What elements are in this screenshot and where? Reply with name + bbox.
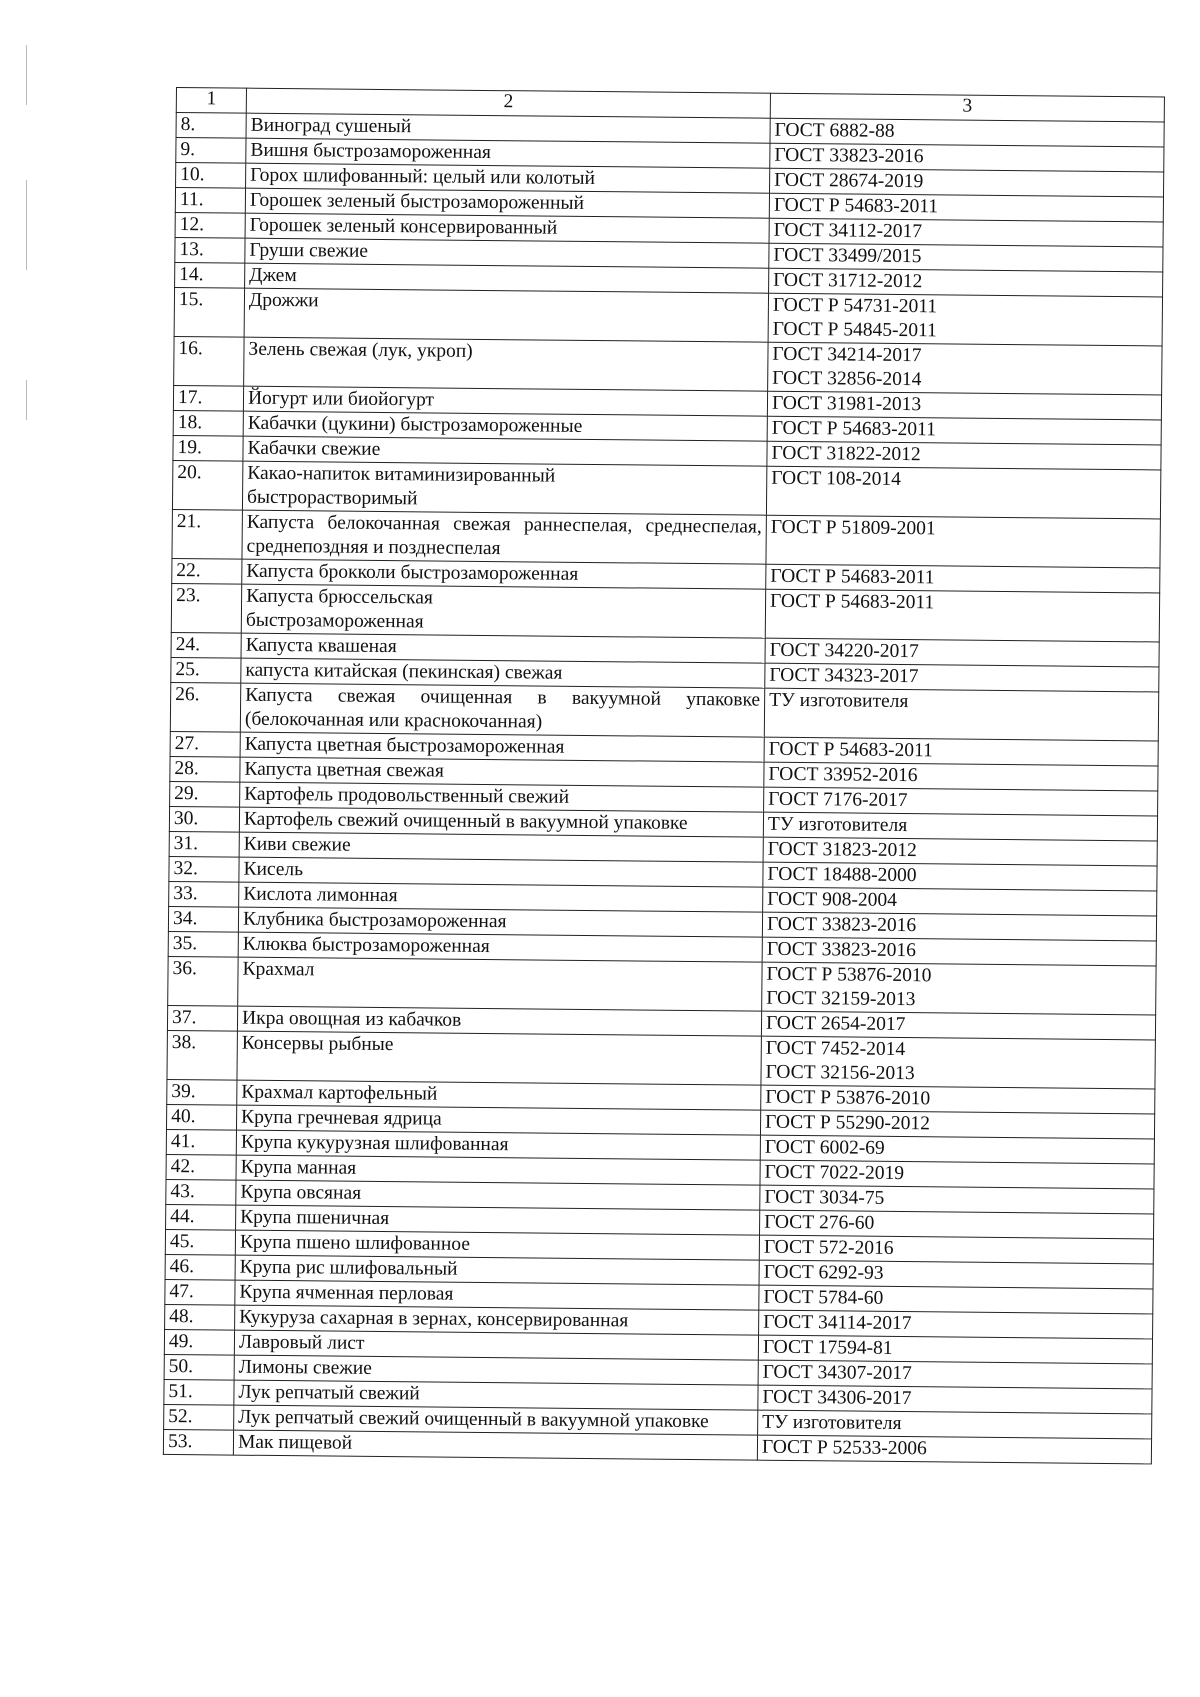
scan-mark bbox=[26, 180, 27, 270]
row-number: 46. bbox=[165, 1254, 235, 1280]
standard-code: ГОСТ Р 54845-2011 bbox=[772, 318, 937, 342]
product-name: Крупа кукурузная шлифованная bbox=[240, 1131, 509, 1156]
standard-code: ГОСТ 108-2014 bbox=[771, 467, 902, 490]
product-name: Капуста брокколи быстрозамороженная bbox=[246, 560, 579, 585]
row-number: 47. bbox=[165, 1279, 235, 1305]
row-number: 20. bbox=[172, 460, 242, 510]
scan-mark bbox=[26, 45, 27, 105]
product-name: Йогурт или биойогурт bbox=[247, 387, 435, 411]
standard-cell bbox=[768, 293, 1162, 346]
standard-code: ГОСТ 33499/2015 bbox=[773, 244, 922, 268]
standard-code: ГОСТ 33823-2016 bbox=[766, 913, 917, 937]
standard-code: ГОСТ 18488-2000 bbox=[767, 863, 917, 887]
standard-code: ГОСТ Р 54683-2011 bbox=[773, 194, 939, 218]
row-number: 18. bbox=[173, 410, 243, 436]
standard-cell bbox=[766, 515, 1160, 568]
row-number: 33. bbox=[169, 881, 239, 907]
product-name-cell bbox=[238, 957, 762, 1011]
product-name: Вишня быстрозамороженная bbox=[250, 139, 492, 164]
standard-code: ГОСТ 7176-2017 bbox=[768, 788, 908, 812]
standard-code: ГОСТ 31822-2012 bbox=[771, 442, 921, 466]
standard-cell bbox=[765, 638, 1159, 667]
standard-cell bbox=[765, 663, 1159, 692]
product-name: Крупа гречневая ядрица bbox=[241, 1106, 442, 1130]
standard-cell bbox=[760, 1160, 1154, 1189]
product-name: Кабачки (цукини) быстрозамороженные bbox=[247, 412, 583, 437]
standard-cell bbox=[770, 118, 1164, 147]
standard-cell bbox=[764, 787, 1158, 816]
row-number: 17. bbox=[173, 385, 243, 411]
product-name: Икра овощная из кабачков bbox=[241, 1007, 462, 1031]
table-row bbox=[172, 460, 1160, 518]
product-name-cell bbox=[244, 288, 768, 342]
row-number: 37. bbox=[167, 1005, 237, 1031]
standard-code: ГОСТ 34112-2017 bbox=[773, 219, 923, 243]
row-number: 30. bbox=[169, 806, 239, 832]
standard-cell bbox=[760, 1135, 1154, 1164]
product-name: Киви свежие bbox=[243, 833, 351, 856]
standard-code: ГОСТ 33823-2016 bbox=[774, 144, 924, 168]
row-number: 19. bbox=[173, 435, 243, 461]
product-name: Лимоны свежие bbox=[238, 1356, 372, 1379]
standard-code: ГОСТ 572-2016 bbox=[763, 1236, 894, 1259]
product-name: Кабачки свежие bbox=[247, 437, 381, 460]
standard-code: ГОСТ 28674-2019 bbox=[774, 169, 924, 193]
standard-code: ГОСТ 31823-2012 bbox=[767, 838, 917, 862]
row-number: 26. bbox=[170, 682, 240, 732]
row-number: 12. bbox=[175, 212, 245, 238]
standards-table-wrapper bbox=[163, 87, 1164, 1464]
standard-code: ГОСТ Р 54683-2011 bbox=[770, 565, 935, 589]
row-number: 36. bbox=[168, 956, 238, 1006]
standard-cell bbox=[758, 1335, 1152, 1364]
standard-code: ТУ изготовителя bbox=[767, 813, 908, 837]
standard-code: ГОСТ Р 52533-2006 bbox=[761, 1436, 927, 1460]
row-number: 43. bbox=[166, 1179, 236, 1205]
standard-cell bbox=[769, 218, 1163, 247]
standard-code: ГОСТ Р 54683-2011 bbox=[769, 590, 935, 614]
standard-cell bbox=[770, 168, 1164, 197]
product-name-cell bbox=[240, 683, 764, 737]
standard-cell bbox=[759, 1310, 1153, 1339]
product-name: Горох шлифованный: целый или колотый bbox=[250, 164, 596, 190]
row-number: 42. bbox=[166, 1154, 236, 1180]
standard-code: ГОСТ 34323-2017 bbox=[769, 664, 919, 688]
standard-cell bbox=[762, 937, 1156, 966]
product-name: быстрозамороженная bbox=[245, 609, 424, 633]
product-name: Мак пищевой bbox=[237, 1431, 353, 1454]
standard-code: ГОСТ 31981-2013 bbox=[771, 392, 922, 416]
standard-code: ГОСТ 6882-88 bbox=[774, 119, 895, 142]
row-number: 25. bbox=[171, 657, 241, 683]
standard-code: ГОСТ 2654-2017 bbox=[765, 1012, 906, 1036]
standard-cell bbox=[758, 1385, 1152, 1414]
standard-cell bbox=[767, 441, 1161, 470]
product-name-cell bbox=[233, 1430, 757, 1460]
row-number: 11. bbox=[175, 188, 245, 214]
standard-code: ГОСТ 3034-75 bbox=[764, 1186, 885, 1209]
header-col-number: 1 bbox=[176, 88, 246, 114]
standard-cell bbox=[762, 962, 1156, 1015]
standard-code: ГОСТ 34114-2017 bbox=[763, 1311, 912, 1335]
product-name-cell bbox=[242, 510, 766, 564]
standard-cell bbox=[767, 391, 1161, 420]
row-number: 9. bbox=[176, 138, 246, 164]
standard-code: ГОСТ Р 53876-2010 bbox=[765, 1086, 931, 1110]
product-name: Зелень свежая (лук, укроп) bbox=[248, 338, 473, 362]
standard-cell bbox=[761, 1085, 1155, 1114]
standard-code: ГОСТ 6292-93 bbox=[763, 1261, 884, 1284]
product-name: Дрожжи bbox=[248, 289, 319, 312]
row-number: 27. bbox=[170, 731, 240, 757]
row-number: 10. bbox=[176, 163, 246, 189]
standard-cell bbox=[760, 1185, 1154, 1214]
product-name: Кукуруза сахарная в зернах, консервированная bbox=[239, 1306, 629, 1332]
standard-cell bbox=[766, 564, 1160, 593]
row-number: 16. bbox=[174, 336, 244, 386]
product-name-cell bbox=[241, 584, 765, 638]
row-number: 51. bbox=[164, 1379, 234, 1405]
product-name: Кисель bbox=[243, 858, 304, 881]
standard-cell bbox=[769, 268, 1163, 297]
standard-cell bbox=[764, 737, 1158, 766]
product-name: Капуста свежая очищенная в вакуумной упаковке (белокочанная или краснокочанная) bbox=[244, 684, 761, 733]
scan-mark bbox=[26, 380, 27, 420]
standard-code: ГОСТ 34220-2017 bbox=[769, 639, 919, 663]
product-name: Капуста цветная свежая bbox=[244, 758, 444, 782]
standard-code: ГОСТ 33823-2016 bbox=[766, 938, 917, 962]
product-name: Консервы рыбные bbox=[241, 1032, 394, 1056]
product-name: Клубника быстрозамороженная bbox=[242, 908, 507, 933]
row-number: 8. bbox=[176, 113, 246, 139]
standard-cell bbox=[761, 1036, 1155, 1089]
product-name: Крахмал bbox=[242, 958, 315, 981]
standard-cell bbox=[763, 837, 1157, 866]
table-row bbox=[171, 583, 1159, 641]
standard-code: ГОСТ 32156-2013 bbox=[765, 1061, 915, 1085]
standard-cell bbox=[763, 887, 1157, 916]
product-name: Капуста квашеная bbox=[245, 634, 397, 658]
product-name: Крахмал картофельный bbox=[241, 1081, 438, 1105]
row-number: 48. bbox=[165, 1304, 235, 1330]
standard-code: ГОСТ 17594-81 bbox=[762, 1336, 893, 1359]
row-number: 13. bbox=[175, 237, 245, 263]
product-name: Джем bbox=[249, 264, 297, 287]
standard-code: ГОСТ 32856-2014 bbox=[772, 367, 922, 391]
standard-code: ГОСТ 908-2004 bbox=[767, 888, 897, 911]
product-name: Какао-напиток витаминизированный bbox=[247, 462, 556, 487]
product-name: Лук репчатый свежий очищенный в вакуумной упаковке bbox=[238, 1406, 709, 1433]
product-name-cell bbox=[237, 1031, 761, 1085]
standard-code: ТУ изготовителя bbox=[769, 689, 909, 713]
row-number: 32. bbox=[169, 856, 239, 882]
standard-code: ГОСТ 7452-2014 bbox=[765, 1037, 906, 1061]
product-name: Крупа рис шлифовальный bbox=[239, 1256, 458, 1280]
row-number: 29. bbox=[170, 781, 240, 807]
row-number: 34. bbox=[168, 906, 238, 932]
standard-code: ГОСТ 32159-2013 bbox=[766, 987, 916, 1011]
row-number: 53. bbox=[163, 1429, 233, 1455]
standard-code: ГОСТ 34306-2017 bbox=[762, 1386, 912, 1410]
row-number: 50. bbox=[164, 1354, 234, 1380]
standard-cell bbox=[767, 416, 1161, 445]
row-number: 14. bbox=[175, 262, 245, 288]
standard-cell bbox=[760, 1110, 1154, 1139]
row-number: 22. bbox=[172, 558, 242, 584]
row-number: 21. bbox=[172, 509, 242, 559]
product-name: Горошек зеленый консервированный bbox=[249, 214, 558, 239]
standard-code: ГОСТ 31712-2012 bbox=[773, 269, 923, 293]
row-number: 28. bbox=[170, 756, 240, 782]
product-name: Крупа пшено шлифованное bbox=[239, 1231, 471, 1255]
standard-code: ГОСТ 276-60 bbox=[764, 1211, 875, 1234]
standards-table bbox=[163, 87, 1165, 1464]
table-body bbox=[163, 113, 1164, 1464]
product-name: Крупа пшеничная bbox=[240, 1206, 390, 1230]
standard-cell bbox=[769, 193, 1163, 222]
product-name: Капуста цветная быстрозамороженная bbox=[244, 733, 565, 758]
standard-cell bbox=[758, 1410, 1152, 1439]
product-name: Крупа овсяная bbox=[240, 1181, 362, 1204]
header-col-standard: 3 bbox=[770, 93, 1164, 122]
standard-code: ГОСТ Р 55290-2012 bbox=[764, 1111, 931, 1135]
standard-cell bbox=[760, 1210, 1154, 1239]
standard-cell bbox=[759, 1285, 1153, 1314]
standard-cell bbox=[766, 466, 1160, 519]
product-name: Кислота лимонная bbox=[243, 883, 398, 907]
product-name: капуста китайская (пекинская) свежая bbox=[245, 659, 563, 684]
standard-code: ГОСТ 34214-2017 bbox=[772, 343, 922, 367]
standard-code: ГОСТ 7022-2019 bbox=[764, 1161, 905, 1185]
product-name: Груши свежие bbox=[249, 239, 369, 262]
standard-code: ГОСТ 33952-2016 bbox=[768, 763, 918, 787]
table-row bbox=[170, 682, 1158, 740]
row-number: 49. bbox=[164, 1329, 234, 1355]
row-number: 31. bbox=[169, 831, 239, 857]
standard-cell bbox=[762, 912, 1156, 941]
standard-code: ГОСТ Р 54683-2011 bbox=[768, 738, 933, 762]
standard-code: ГОСТ 6002-69 bbox=[764, 1136, 885, 1159]
standard-code: ГОСТ Р 51809-2001 bbox=[770, 516, 936, 540]
standard-code: ГОСТ 34307-2017 bbox=[762, 1361, 912, 1385]
product-name: Крупа манная bbox=[240, 1156, 357, 1179]
standard-cell bbox=[764, 688, 1158, 741]
standard-cell bbox=[763, 812, 1157, 841]
standard-cell bbox=[758, 1360, 1152, 1389]
product-name: Горошек зеленый быстрозамороженный bbox=[249, 189, 585, 214]
standard-code: ГОСТ 5784-60 bbox=[763, 1286, 884, 1309]
row-number: 23. bbox=[171, 583, 241, 633]
product-name-cell bbox=[244, 337, 768, 391]
standard-cell bbox=[757, 1435, 1151, 1464]
row-number: 45. bbox=[165, 1229, 235, 1255]
header-col-product: 2 bbox=[246, 88, 770, 118]
standard-code: ТУ изготовителя bbox=[762, 1411, 902, 1435]
table-row bbox=[172, 509, 1160, 567]
product-name: Лавровый лист bbox=[238, 1331, 365, 1354]
standard-code: ГОСТ Р 54683-2011 bbox=[771, 417, 937, 441]
row-number: 40. bbox=[166, 1104, 236, 1130]
product-name: Картофель продовольственный свежий bbox=[244, 783, 570, 808]
row-number: 39. bbox=[167, 1079, 237, 1105]
standard-code: ГОСТ Р 54731-2011 bbox=[772, 294, 938, 318]
row-number: 44. bbox=[166, 1204, 236, 1230]
standard-cell bbox=[761, 1011, 1155, 1040]
row-number: 15. bbox=[174, 287, 244, 337]
standard-cell bbox=[770, 143, 1164, 172]
product-name: Капуста белокочанная свежая раннеспелая, среднеспелая, среднепоздняя и позднеспелая bbox=[246, 511, 762, 560]
product-name: Картофель свежий очищенный в вакуумной упаковке bbox=[243, 808, 688, 834]
row-number: 38. bbox=[167, 1030, 237, 1080]
standard-cell bbox=[759, 1260, 1153, 1289]
row-number: 41. bbox=[166, 1129, 236, 1155]
row-number: 52. bbox=[164, 1404, 234, 1430]
standard-cell bbox=[759, 1235, 1153, 1264]
product-name: быстрорастворимый bbox=[246, 486, 418, 510]
standard-cell bbox=[764, 762, 1158, 791]
product-name: Капуста брюссельская bbox=[246, 585, 434, 609]
standard-cell bbox=[765, 589, 1159, 642]
standard-cell bbox=[768, 342, 1162, 395]
product-name: Крупа ячменная перловая bbox=[239, 1281, 454, 1305]
standard-cell bbox=[769, 243, 1163, 272]
row-number: 24. bbox=[171, 632, 241, 658]
row-number: 35. bbox=[168, 931, 238, 957]
product-name: Лук репчатый свежий bbox=[238, 1381, 420, 1405]
standard-code: ГОСТ Р 53876-2010 bbox=[766, 963, 932, 987]
product-name-cell bbox=[242, 461, 766, 515]
standard-cell bbox=[763, 862, 1157, 891]
product-name: Виноград сушеный bbox=[250, 114, 412, 138]
product-name: Клюква быстрозамороженная bbox=[242, 933, 490, 958]
